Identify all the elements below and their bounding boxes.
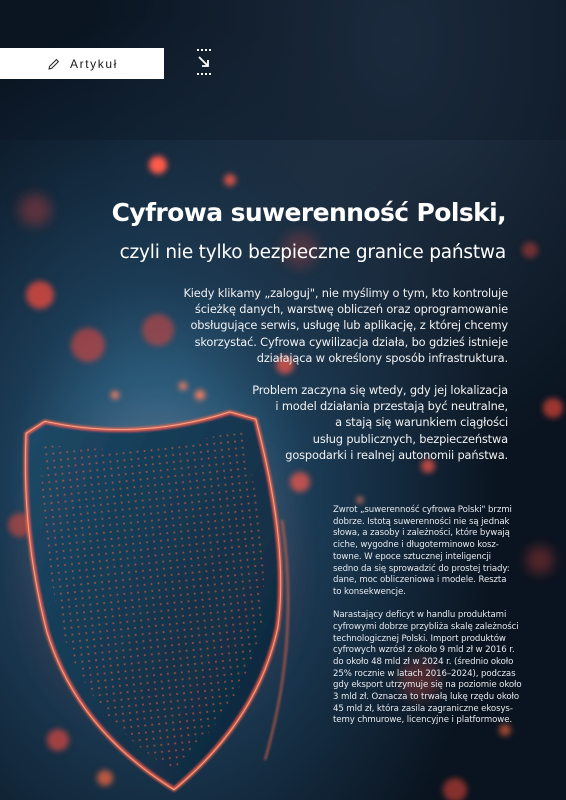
text-line: do około 48 mld zł w 2024 r. (średnio około xyxy=(333,656,514,667)
text-line: Zwrot „suwerenność cyfrowa Polski" brzmi xyxy=(333,505,512,515)
article-tag-label: Artykuł xyxy=(70,56,118,71)
text-line: to konsekwencje. xyxy=(333,586,406,597)
text-line: technologicznej Polski. Import produktów xyxy=(333,633,506,644)
intro-text xyxy=(178,285,508,463)
text-line: gospodarki i realnej autonomii państwa. xyxy=(285,447,508,462)
text-line: ścieżkę danych, warstwę obliczeń oraz oprogramowanie xyxy=(194,302,508,317)
text-line: 25% rocznie w latach 2016–2024), podczas xyxy=(333,668,516,679)
text-line: Narastający deficyt w handlu produktami xyxy=(333,610,507,621)
text-line: 3 mld zł. Oznacza to trwałą lukę rzędu około xyxy=(333,692,520,703)
text-line: skorzystać. Cyfrowa cywilizacja działa, bo gdzieś istnieje xyxy=(194,334,508,349)
body-paragraph-1 xyxy=(333,505,516,599)
text-line: dobrze. Istotą suwerenności nie są jednak xyxy=(333,516,510,527)
text-line: temy chmurowe, licencyjne i platformowe. xyxy=(333,715,513,726)
text-line: usług publicznych, bezpieczeństwa xyxy=(312,431,508,446)
text-line: cyfrowych wzrósł z około 9 mld zł w 2016 r. xyxy=(333,645,515,656)
text-line: dane, moc obliczeniowa i modele. Reszta xyxy=(333,575,507,586)
arrow-down-right-icon xyxy=(196,48,214,76)
page-subtitle: czyli nie tylko bezpieczne granice państwa xyxy=(119,242,506,263)
text-line: 45 mld zł, która zasila zagraniczne ekosys- xyxy=(333,703,513,714)
pencil-icon xyxy=(48,57,62,71)
body-column xyxy=(333,505,522,727)
text-line: ciche, wygodne i długoterminowo kosz- xyxy=(333,540,499,551)
text-line: słowa, a zasoby i zależności, które bywają xyxy=(333,528,510,539)
text-line: towne. W epoce sztucznej inteligencji xyxy=(333,551,491,562)
text-line: sedno da się sprowadzić do prostej triady: xyxy=(333,563,510,574)
text-line: Problem zaczyna się wtedy, gdy jej lokalizacja xyxy=(252,383,508,398)
body-paragraph-2 xyxy=(333,610,522,727)
intro-paragraph-1 xyxy=(178,285,508,366)
article-tag xyxy=(0,48,164,79)
page-title: Cyfrowa suwerenność Polski, xyxy=(111,198,506,227)
text-line: a stają się warunkiem ciągłości xyxy=(335,415,508,430)
text-line: działająca w określony sposób infrastruktura. xyxy=(256,350,508,365)
text-line: cyfrowymi dobrze przybliża skalę zależności xyxy=(333,621,519,632)
intro-paragraph-2 xyxy=(178,382,508,463)
text-line: i model działania przestają być neutralne, xyxy=(275,399,508,414)
text-line: obsługujące serwis, usługę lub aplikację, z której chcemy xyxy=(190,318,508,333)
text-line: gdy eksport utrzymuje się na poziomie około xyxy=(333,680,522,691)
text-line: Kiedy klikamy „zaloguj", nie myślimy o tym, kto kontroluje xyxy=(183,286,508,300)
